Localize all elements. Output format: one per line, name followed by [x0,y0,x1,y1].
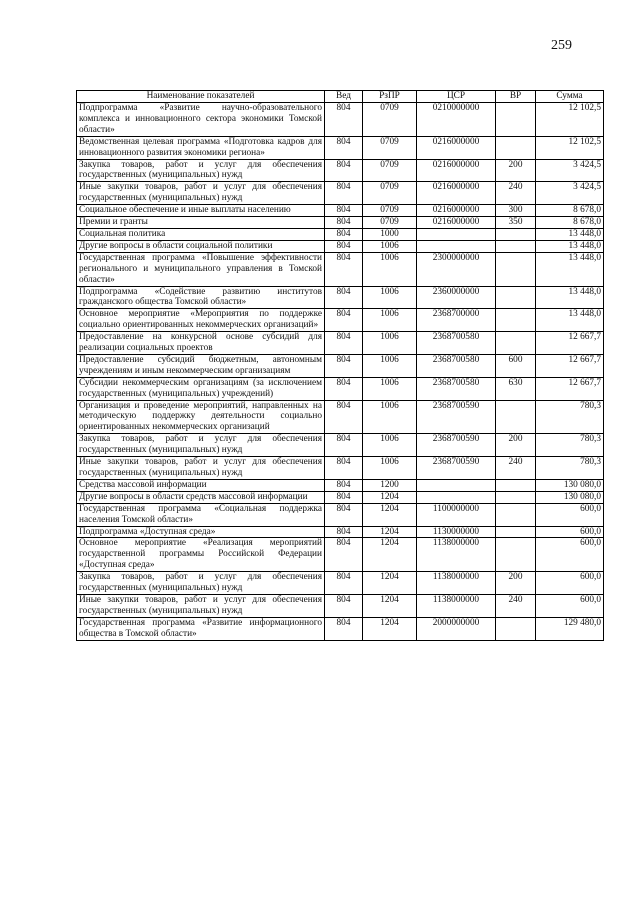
cell-vr [496,332,536,355]
cell-vr [496,240,536,252]
cell-rzpr: 1204 [363,594,417,617]
cell-name: Другие вопросы в области социальной политики [77,240,325,252]
cell-sum: 13 448,0 [536,309,604,332]
table-row [77,617,604,640]
cell-rzpr: 1006 [363,434,417,457]
cell-vr [496,228,536,240]
cell-rzpr: 0709 [363,217,417,229]
cell-name: Государственная программа «Развитие информационного общества в Томской области» [77,617,325,640]
cell-name: Подпрограмма «Содействие развитию институтов гражданского общества Томской области» [77,286,325,309]
cell-ved: 804 [325,136,363,159]
table-row [77,526,604,538]
cell-sum: 12 667,7 [536,332,604,355]
table-row [77,503,604,526]
cell-rzpr: 0709 [363,205,417,217]
cell-sum: 12 102,5 [536,103,604,137]
cell-vr: 600 [496,354,536,377]
header-sum: Сумма [536,91,604,103]
cell-vr: 240 [496,457,536,480]
cell-vr [496,503,536,526]
cell-ved: 804 [325,491,363,503]
table-row [77,594,604,617]
cell-csr: 1138000000 [417,594,496,617]
cell-sum: 12 102,5 [536,136,604,159]
cell-rzpr: 1006 [363,457,417,480]
cell-sum: 13 448,0 [536,240,604,252]
cell-rzpr: 0709 [363,103,417,137]
cell-csr: 1130000000 [417,526,496,538]
cell-rzpr: 0709 [363,136,417,159]
cell-csr [417,228,496,240]
cell-rzpr: 1006 [363,252,417,286]
cell-ved: 804 [325,538,363,572]
header-csr: ЦСР [417,91,496,103]
cell-csr: 1138000000 [417,572,496,595]
cell-rzpr: 1204 [363,503,417,526]
cell-sum: 12 667,7 [536,354,604,377]
cell-csr: 2360000000 [417,286,496,309]
cell-name: Государственная программа «Повышение эффективности регионального и муниципального управления в Томской области» [77,252,325,286]
cell-rzpr: 1204 [363,538,417,572]
header-vr: ВР [496,91,536,103]
cell-rzpr: 1000 [363,228,417,240]
cell-sum: 600,0 [536,538,604,572]
cell-sum: 8 678,0 [536,217,604,229]
cell-rzpr: 1006 [363,286,417,309]
cell-vr: 630 [496,377,536,400]
budget-table [76,90,604,641]
cell-name: Предоставление субсидий бюджетным, автономным учреждениям и иным некоммерческим организациям [77,354,325,377]
cell-rzpr: 1204 [363,526,417,538]
cell-name: Социальная политика [77,228,325,240]
cell-ved: 804 [325,252,363,286]
table-row [77,400,604,434]
table-row [77,252,604,286]
cell-vr [496,479,536,491]
header-name: Наименование показателей [77,91,325,103]
cell-csr [417,479,496,491]
cell-vr: 240 [496,182,536,205]
table-body [77,103,604,641]
cell-ved: 804 [325,354,363,377]
cell-csr [417,491,496,503]
cell-vr: 200 [496,159,536,182]
cell-name: Субсидии некоммерческим организациям (за исключением государственных (муниципальных) учреждений) [77,377,325,400]
table-row [77,457,604,480]
cell-vr: 200 [496,572,536,595]
cell-rzpr: 1204 [363,572,417,595]
table-row [77,159,604,182]
header-ved: Вед [325,91,363,103]
cell-ved: 804 [325,309,363,332]
cell-ved: 804 [325,182,363,205]
cell-csr: 2300000000 [417,252,496,286]
table-row [77,205,604,217]
cell-name: Закупка товаров, работ и услуг для обеспечения государственных (муниципальных) нужд [77,159,325,182]
cell-sum: 130 080,0 [536,479,604,491]
cell-ved: 804 [325,240,363,252]
cell-csr: 0216000000 [417,159,496,182]
cell-ved: 804 [325,526,363,538]
cell-sum: 780,3 [536,457,604,480]
cell-ved: 804 [325,332,363,355]
cell-vr: 350 [496,217,536,229]
cell-ved: 804 [325,434,363,457]
cell-sum: 13 448,0 [536,252,604,286]
cell-name: Иные закупки товаров, работ и услуг для обеспечения государственных (муниципальных) нужд [77,594,325,617]
cell-name: Государственная программа «Социальная поддержка населения Томской области» [77,503,325,526]
cell-sum: 600,0 [536,503,604,526]
cell-name: Предоставление на конкурсной основе субсидий для реализации социальных проектов [77,332,325,355]
cell-vr [496,400,536,434]
cell-rzpr: 1006 [363,240,417,252]
table-row [77,240,604,252]
cell-vr [496,252,536,286]
cell-name: Основное мероприятие «Реализация мероприятий государственной программы Российской Федерации «Доступная среда» [77,538,325,572]
cell-rzpr: 1006 [363,354,417,377]
cell-csr: 0216000000 [417,217,496,229]
cell-csr: 0210000000 [417,103,496,137]
cell-ved: 804 [325,205,363,217]
table-row [77,354,604,377]
cell-ved: 804 [325,479,363,491]
cell-rzpr: 1006 [363,332,417,355]
cell-rzpr: 1006 [363,377,417,400]
cell-vr [496,526,536,538]
cell-csr: 2368700580 [417,377,496,400]
cell-sum: 12 667,7 [536,377,604,400]
cell-vr [496,136,536,159]
cell-csr [417,240,496,252]
cell-vr [496,617,536,640]
cell-rzpr: 0709 [363,182,417,205]
cell-rzpr: 1200 [363,479,417,491]
cell-ved: 804 [325,228,363,240]
cell-ved: 804 [325,617,363,640]
cell-rzpr: 0709 [363,159,417,182]
cell-csr: 2368700590 [417,434,496,457]
cell-name: Основное мероприятие «Мероприятия по поддержке социально ориентированных некоммерческих организаций» [77,309,325,332]
cell-sum: 600,0 [536,526,604,538]
cell-vr: 300 [496,205,536,217]
cell-vr: 200 [496,434,536,457]
cell-name: Организация и проведение мероприятий, направленных на методическую поддержку деятельности социально ориентированных некоммерческих организаций [77,400,325,434]
cell-vr [496,103,536,137]
table-row [77,479,604,491]
cell-csr: 2368700590 [417,457,496,480]
cell-rzpr: 1006 [363,309,417,332]
cell-vr: 240 [496,594,536,617]
cell-name: Подпрограмма «Развитие научно-образовательного комплекса и инновационного сектора экономики Томской области» [77,103,325,137]
cell-sum: 8 678,0 [536,205,604,217]
cell-vr [496,286,536,309]
cell-ved: 804 [325,457,363,480]
cell-ved: 804 [325,572,363,595]
cell-ved: 804 [325,377,363,400]
table-row [77,572,604,595]
table-header-row [77,91,604,103]
cell-sum: 600,0 [536,594,604,617]
cell-csr: 1100000000 [417,503,496,526]
cell-sum: 3 424,5 [536,159,604,182]
cell-sum: 780,3 [536,400,604,434]
cell-ved: 804 [325,217,363,229]
cell-name: Подпрограмма «Доступная среда» [77,526,325,538]
table-row [77,228,604,240]
cell-sum: 13 448,0 [536,228,604,240]
cell-name: Средства массовой информации [77,479,325,491]
page-number: 259 [551,38,572,53]
cell-ved: 804 [325,286,363,309]
cell-name: Закупка товаров, работ и услуг для обеспечения государственных (муниципальных) нужд [77,434,325,457]
cell-csr: 2368700590 [417,400,496,434]
cell-name: Закупка товаров, работ и услуг для обеспечения государственных (муниципальных) нужд [77,572,325,595]
cell-sum: 3 424,5 [536,182,604,205]
table-row [77,309,604,332]
cell-name: Премии и гранты [77,217,325,229]
cell-csr: 2368700580 [417,354,496,377]
table-row [77,377,604,400]
cell-name: Социальное обеспечение и иные выплаты населению [77,205,325,217]
cell-csr: 2368700000 [417,309,496,332]
table-row [77,538,604,572]
table-row [77,491,604,503]
table-row [77,332,604,355]
cell-rzpr: 1204 [363,617,417,640]
table-row [77,217,604,229]
table-row [77,286,604,309]
table-row [77,182,604,205]
cell-rzpr: 1006 [363,400,417,434]
cell-name: Иные закупки товаров, работ и услуг для обеспечения государственных (муниципальных) нужд [77,182,325,205]
cell-csr: 0216000000 [417,205,496,217]
cell-csr: 0216000000 [417,182,496,205]
table-row [77,103,604,137]
table-row [77,434,604,457]
cell-ved: 804 [325,400,363,434]
cell-csr: 2000000000 [417,617,496,640]
cell-sum: 129 480,0 [536,617,604,640]
cell-ved: 804 [325,103,363,137]
cell-ved: 804 [325,594,363,617]
cell-csr: 2368700580 [417,332,496,355]
cell-vr [496,491,536,503]
cell-name: Другие вопросы в области средств массовой информации [77,491,325,503]
header-rzpr: РзПР [363,91,417,103]
cell-vr [496,309,536,332]
cell-sum: 780,3 [536,434,604,457]
cell-ved: 804 [325,503,363,526]
cell-csr: 1138000000 [417,538,496,572]
cell-sum: 600,0 [536,572,604,595]
cell-name: Ведомственная целевая программа «Подготовка кадров для инновационного развития экономики региона» [77,136,325,159]
cell-rzpr: 1204 [363,491,417,503]
cell-vr [496,538,536,572]
cell-sum: 130 080,0 [536,491,604,503]
cell-csr: 0216000000 [417,136,496,159]
cell-ved: 804 [325,159,363,182]
cell-sum: 13 448,0 [536,286,604,309]
cell-name: Иные закупки товаров, работ и услуг для обеспечения государственных (муниципальных) нужд [77,457,325,480]
table-row [77,136,604,159]
